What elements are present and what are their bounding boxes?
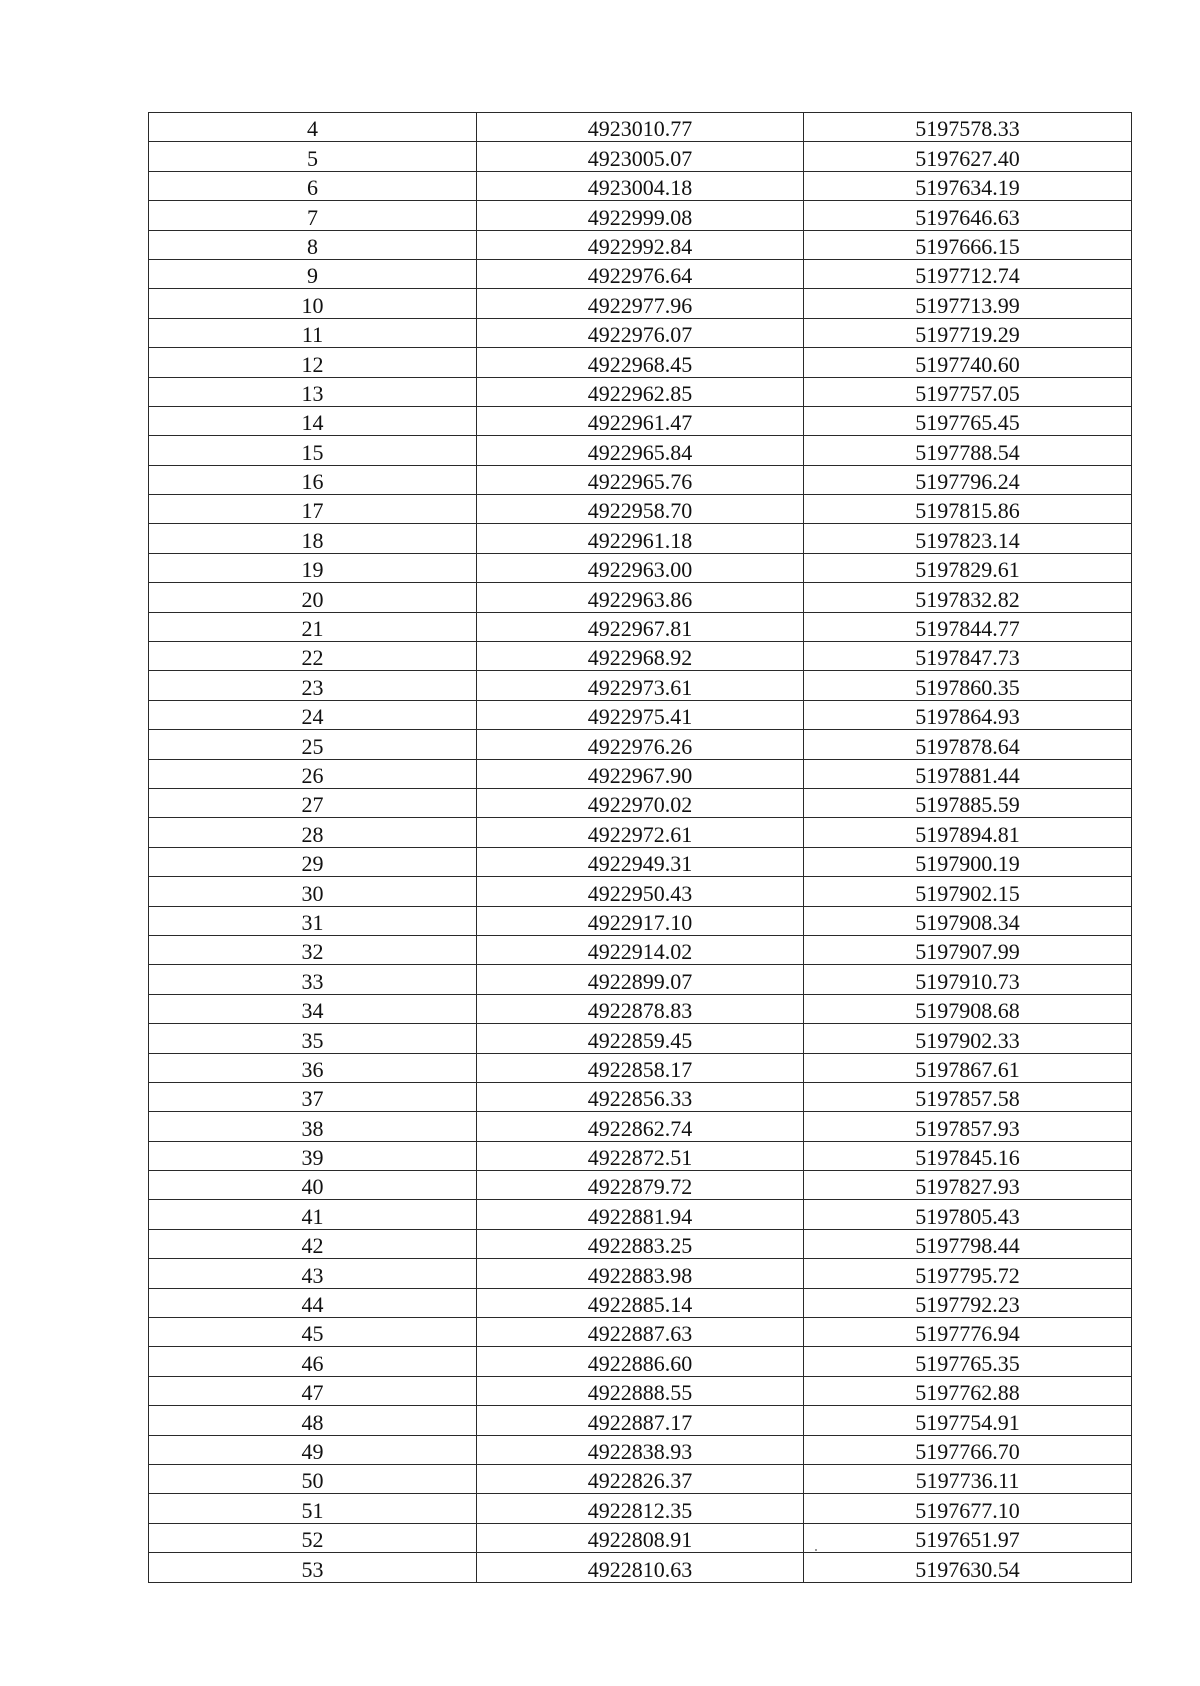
- point-number-cell: 34: [149, 994, 477, 1023]
- point-number-cell: 22: [149, 642, 477, 671]
- table-row: [149, 553, 1132, 582]
- point-number-cell: 7: [149, 201, 477, 230]
- table-row: [149, 1082, 1132, 1111]
- table-row: [149, 1406, 1132, 1435]
- y-coordinate-cell: 5197627.40: [804, 142, 1132, 171]
- table-row: [149, 700, 1132, 729]
- y-coordinate-cell: 5197766.70: [804, 1435, 1132, 1464]
- coordinates-table-body: [149, 113, 1132, 1583]
- y-coordinate-cell: 5197630.54: [804, 1553, 1132, 1582]
- y-coordinate-cell: 5197844.77: [804, 612, 1132, 641]
- point-number-cell: 35: [149, 1024, 477, 1053]
- y-coordinate-cell: 5197765.45: [804, 406, 1132, 435]
- y-coordinate-cell: 5197776.94: [804, 1318, 1132, 1347]
- x-coordinate-cell: 4922879.72: [477, 1171, 804, 1200]
- point-number-cell: 19: [149, 553, 477, 582]
- y-coordinate-cell: 5197677.10: [804, 1494, 1132, 1523]
- table-row: [149, 1347, 1132, 1376]
- point-number-cell: 13: [149, 377, 477, 406]
- y-coordinate-cell: 5197902.33: [804, 1024, 1132, 1053]
- point-number-cell: 32: [149, 935, 477, 964]
- table-row: [149, 1112, 1132, 1141]
- table-row: [149, 1024, 1132, 1053]
- x-coordinate-cell: 4922967.90: [477, 759, 804, 788]
- table-row: [149, 171, 1132, 200]
- y-coordinate-cell: 5197788.54: [804, 436, 1132, 465]
- x-coordinate-cell: 4922810.63: [477, 1553, 804, 1582]
- x-coordinate-cell: 4922883.98: [477, 1259, 804, 1288]
- x-coordinate-cell: 4922914.02: [477, 935, 804, 964]
- x-coordinate-cell: 4922862.74: [477, 1112, 804, 1141]
- table-row: [149, 1141, 1132, 1170]
- point-number-cell: 16: [149, 465, 477, 494]
- x-coordinate-cell: 4922883.25: [477, 1229, 804, 1258]
- point-number-cell: 48: [149, 1406, 477, 1435]
- point-number-cell: 53: [149, 1553, 477, 1582]
- point-number-cell: 18: [149, 524, 477, 553]
- x-coordinate-cell: 4922859.45: [477, 1024, 804, 1053]
- y-coordinate-cell: 5197651.97: [804, 1523, 1132, 1552]
- x-coordinate-cell: 4922878.83: [477, 994, 804, 1023]
- y-coordinate-cell: 5197902.15: [804, 877, 1132, 906]
- table-row: [149, 1523, 1132, 1552]
- point-number-cell: 20: [149, 583, 477, 612]
- table-row: [149, 759, 1132, 788]
- y-coordinate-cell: 5197712.74: [804, 259, 1132, 288]
- x-coordinate-cell: 4922975.41: [477, 700, 804, 729]
- x-coordinate-cell: 4922856.33: [477, 1082, 804, 1111]
- x-coordinate-cell: 4922917.10: [477, 906, 804, 935]
- y-coordinate-cell: 5197740.60: [804, 348, 1132, 377]
- x-coordinate-cell: 4923004.18: [477, 171, 804, 200]
- x-coordinate-cell: 4923010.77: [477, 113, 804, 142]
- x-coordinate-cell: 4922826.37: [477, 1464, 804, 1493]
- y-coordinate-cell: 5197795.72: [804, 1259, 1132, 1288]
- x-coordinate-cell: 4922972.61: [477, 818, 804, 847]
- point-number-cell: 23: [149, 671, 477, 700]
- y-coordinate-cell: 5197910.73: [804, 965, 1132, 994]
- point-number-cell: 49: [149, 1435, 477, 1464]
- table-row: [149, 259, 1132, 288]
- point-number-cell: 51: [149, 1494, 477, 1523]
- point-number-cell: 40: [149, 1171, 477, 1200]
- point-number-cell: 30: [149, 877, 477, 906]
- table-row: [149, 348, 1132, 377]
- point-number-cell: 44: [149, 1288, 477, 1317]
- y-coordinate-cell: 5197827.93: [804, 1171, 1132, 1200]
- x-coordinate-cell: 4922962.85: [477, 377, 804, 406]
- y-coordinate-cell: 5197713.99: [804, 289, 1132, 318]
- table-row: [149, 1464, 1132, 1493]
- table-row: [149, 1259, 1132, 1288]
- table-row: [149, 818, 1132, 847]
- point-number-cell: 33: [149, 965, 477, 994]
- table-row: [149, 465, 1132, 494]
- y-coordinate-cell: 5197646.63: [804, 201, 1132, 230]
- x-coordinate-cell: 4922968.92: [477, 642, 804, 671]
- y-coordinate-cell: 5197864.93: [804, 700, 1132, 729]
- point-number-cell: 15: [149, 436, 477, 465]
- point-number-cell: 28: [149, 818, 477, 847]
- y-coordinate-cell: 5197754.91: [804, 1406, 1132, 1435]
- table-row: [149, 377, 1132, 406]
- y-coordinate-cell: 5197796.24: [804, 465, 1132, 494]
- point-number-cell: 8: [149, 230, 477, 259]
- x-coordinate-cell: 4922958.70: [477, 495, 804, 524]
- y-coordinate-cell: 5197736.11: [804, 1464, 1132, 1493]
- x-coordinate-cell: 4922838.93: [477, 1435, 804, 1464]
- y-coordinate-cell: 5197847.73: [804, 642, 1132, 671]
- y-coordinate-cell: 5197829.61: [804, 553, 1132, 582]
- x-coordinate-cell: 4922885.14: [477, 1288, 804, 1317]
- x-coordinate-cell: 4922961.18: [477, 524, 804, 553]
- point-number-cell: 37: [149, 1082, 477, 1111]
- y-coordinate-cell: 5197881.44: [804, 759, 1132, 788]
- table-row: [149, 142, 1132, 171]
- y-coordinate-cell: 5197894.81: [804, 818, 1132, 847]
- point-number-cell: 43: [149, 1259, 477, 1288]
- point-number-cell: 36: [149, 1053, 477, 1082]
- table-row: [149, 612, 1132, 641]
- table-row: [149, 730, 1132, 759]
- x-coordinate-cell: 4922992.84: [477, 230, 804, 259]
- x-coordinate-cell: 4922808.91: [477, 1523, 804, 1552]
- table-row: [149, 318, 1132, 347]
- y-coordinate-cell: 5197762.88: [804, 1376, 1132, 1405]
- y-coordinate-cell: 5197798.44: [804, 1229, 1132, 1258]
- x-coordinate-cell: 4922967.81: [477, 612, 804, 641]
- x-coordinate-cell: 4922887.63: [477, 1318, 804, 1347]
- x-coordinate-cell: 4922888.55: [477, 1376, 804, 1405]
- table-row: [149, 671, 1132, 700]
- y-coordinate-cell: 5197907.99: [804, 935, 1132, 964]
- point-number-cell: 6: [149, 171, 477, 200]
- x-coordinate-cell: 4922961.47: [477, 406, 804, 435]
- x-coordinate-cell: 4922858.17: [477, 1053, 804, 1082]
- x-coordinate-cell: 4922949.31: [477, 847, 804, 876]
- point-number-cell: 29: [149, 847, 477, 876]
- x-coordinate-cell: 4922999.08: [477, 201, 804, 230]
- y-coordinate-cell: 5197832.82: [804, 583, 1132, 612]
- y-coordinate-cell: 5197900.19: [804, 847, 1132, 876]
- point-number-cell: 52: [149, 1523, 477, 1552]
- point-number-cell: 17: [149, 495, 477, 524]
- table-row: [149, 201, 1132, 230]
- x-coordinate-cell: 4922963.86: [477, 583, 804, 612]
- table-row: [149, 1435, 1132, 1464]
- y-coordinate-cell: 5197719.29: [804, 318, 1132, 347]
- point-number-cell: 27: [149, 788, 477, 817]
- y-coordinate-cell: 5197908.34: [804, 906, 1132, 935]
- x-coordinate-cell: 4922976.64: [477, 259, 804, 288]
- x-coordinate-cell: 4922976.07: [477, 318, 804, 347]
- point-number-cell: 38: [149, 1112, 477, 1141]
- y-coordinate-cell: 5197757.05: [804, 377, 1132, 406]
- y-coordinate-cell: 5197857.93: [804, 1112, 1132, 1141]
- y-coordinate-cell: 5197860.35: [804, 671, 1132, 700]
- x-coordinate-cell: 4922886.60: [477, 1347, 804, 1376]
- x-coordinate-cell: 4922973.61: [477, 671, 804, 700]
- table-row: [149, 583, 1132, 612]
- point-number-cell: 5: [149, 142, 477, 171]
- x-coordinate-cell: 4922812.35: [477, 1494, 804, 1523]
- table-row: [149, 1553, 1132, 1582]
- point-number-cell: 50: [149, 1464, 477, 1493]
- table-row: [149, 406, 1132, 435]
- y-coordinate-cell: 5197867.61: [804, 1053, 1132, 1082]
- point-number-cell: 9: [149, 259, 477, 288]
- scan-speck: [815, 1549, 817, 1551]
- table-row: [149, 1288, 1132, 1317]
- x-coordinate-cell: 4922872.51: [477, 1141, 804, 1170]
- x-coordinate-cell: 4922881.94: [477, 1200, 804, 1229]
- table-row: [149, 642, 1132, 671]
- table-row: [149, 877, 1132, 906]
- table-row: [149, 994, 1132, 1023]
- table-row: [149, 436, 1132, 465]
- coordinates-table: [148, 112, 1132, 1583]
- table-row: [149, 289, 1132, 318]
- table-row: [149, 230, 1132, 259]
- point-number-cell: 26: [149, 759, 477, 788]
- table-row: [149, 495, 1132, 524]
- table-row: [149, 847, 1132, 876]
- point-number-cell: 45: [149, 1318, 477, 1347]
- y-coordinate-cell: 5197666.15: [804, 230, 1132, 259]
- point-number-cell: 21: [149, 612, 477, 641]
- point-number-cell: 25: [149, 730, 477, 759]
- table-row: [149, 524, 1132, 553]
- point-number-cell: 12: [149, 348, 477, 377]
- table-row: [149, 113, 1132, 142]
- x-coordinate-cell: 4922976.26: [477, 730, 804, 759]
- x-coordinate-cell: 4923005.07: [477, 142, 804, 171]
- x-coordinate-cell: 4922977.96: [477, 289, 804, 318]
- table-row: [149, 965, 1132, 994]
- point-number-cell: 11: [149, 318, 477, 347]
- y-coordinate-cell: 5197805.43: [804, 1200, 1132, 1229]
- y-coordinate-cell: 5197908.68: [804, 994, 1132, 1023]
- point-number-cell: 10: [149, 289, 477, 318]
- table-row: [149, 906, 1132, 935]
- y-coordinate-cell: 5197823.14: [804, 524, 1132, 553]
- point-number-cell: 42: [149, 1229, 477, 1258]
- table-row: [149, 1229, 1132, 1258]
- point-number-cell: 41: [149, 1200, 477, 1229]
- y-coordinate-cell: 5197792.23: [804, 1288, 1132, 1317]
- table-row: [149, 1200, 1132, 1229]
- x-coordinate-cell: 4922970.02: [477, 788, 804, 817]
- x-coordinate-cell: 4922887.17: [477, 1406, 804, 1435]
- table-row: [149, 788, 1132, 817]
- point-number-cell: 31: [149, 906, 477, 935]
- table-row: [149, 935, 1132, 964]
- y-coordinate-cell: 5197815.86: [804, 495, 1132, 524]
- x-coordinate-cell: 4922899.07: [477, 965, 804, 994]
- y-coordinate-cell: 5197885.59: [804, 788, 1132, 817]
- table-row: [149, 1494, 1132, 1523]
- point-number-cell: 46: [149, 1347, 477, 1376]
- y-coordinate-cell: 5197845.16: [804, 1141, 1132, 1170]
- point-number-cell: 24: [149, 700, 477, 729]
- x-coordinate-cell: 4922968.45: [477, 348, 804, 377]
- x-coordinate-cell: 4922965.76: [477, 465, 804, 494]
- x-coordinate-cell: 4922965.84: [477, 436, 804, 465]
- point-number-cell: 14: [149, 406, 477, 435]
- table-row: [149, 1053, 1132, 1082]
- x-coordinate-cell: 4922950.43: [477, 877, 804, 906]
- x-coordinate-cell: 4922963.00: [477, 553, 804, 582]
- y-coordinate-cell: 5197765.35: [804, 1347, 1132, 1376]
- table-row: [149, 1171, 1132, 1200]
- point-number-cell: 47: [149, 1376, 477, 1405]
- y-coordinate-cell: 5197634.19: [804, 171, 1132, 200]
- point-number-cell: 39: [149, 1141, 477, 1170]
- y-coordinate-cell: 5197578.33: [804, 113, 1132, 142]
- y-coordinate-cell: 5197878.64: [804, 730, 1132, 759]
- table-row: [149, 1376, 1132, 1405]
- y-coordinate-cell: 5197857.58: [804, 1082, 1132, 1111]
- table-row: [149, 1318, 1132, 1347]
- point-number-cell: 4: [149, 113, 477, 142]
